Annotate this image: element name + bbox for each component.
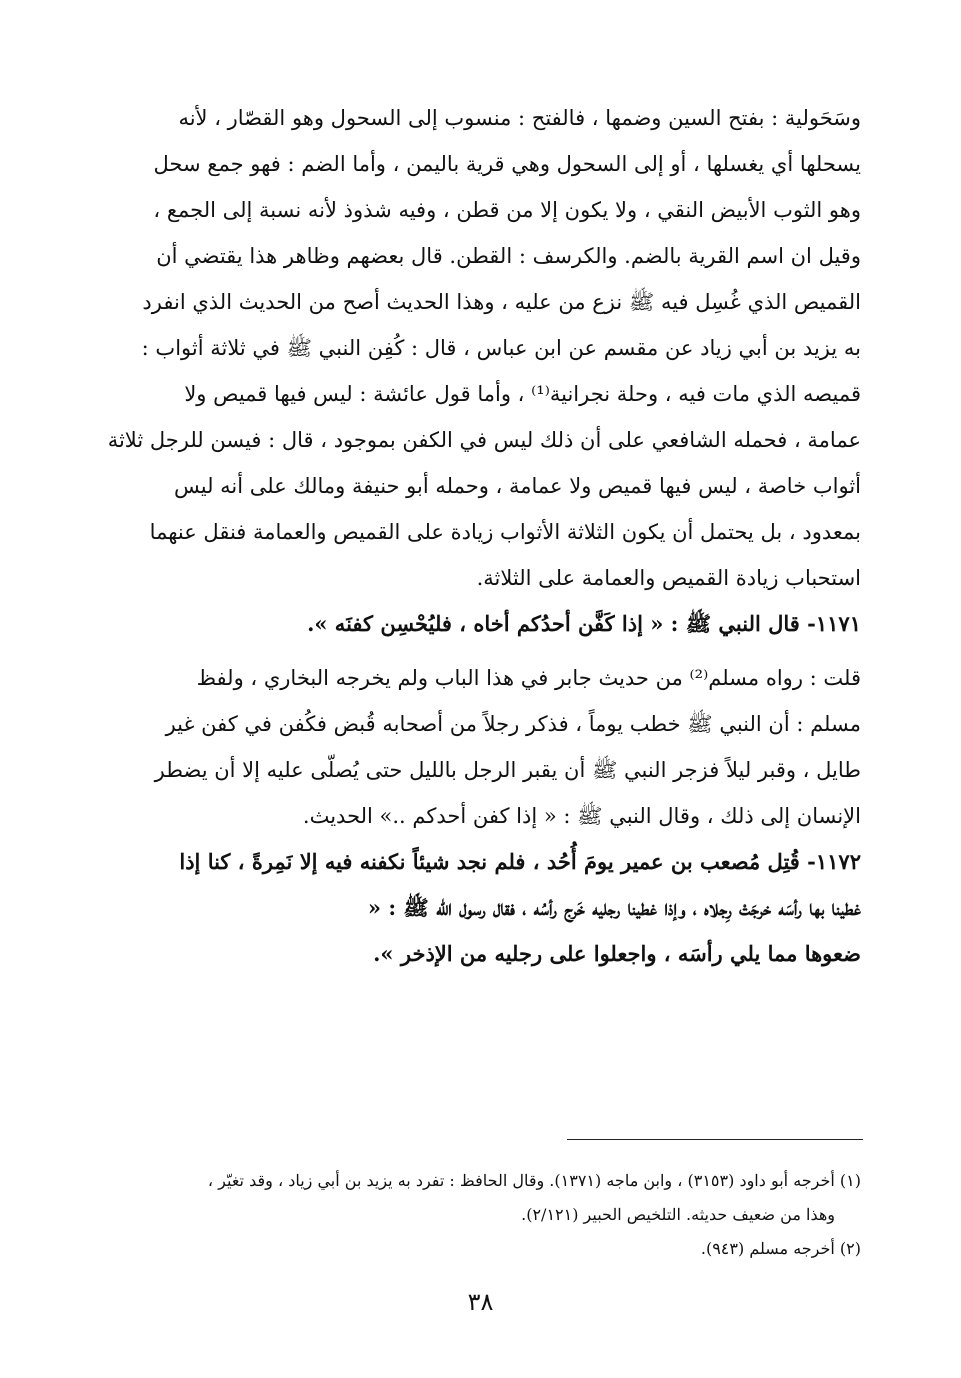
commentary-line: الإنسان إلى ذلك ، وقال النبي ﷺ : « إذا كفن أحدكم ..» الحديث. xyxy=(302,804,861,828)
hadith-1172-line: غطينا بها رأسَه خرجَتْ رِجلاه ، وإذا غطينا رجليه خَرج رأسُه ، فقال رسول الله ﷺ : « xyxy=(367,895,861,920)
text-line: بمعدود ، بل يحتمل أن يكون الثلاثة الأثواب زيادة على القميص والعمامة فنقل عنهما xyxy=(149,520,861,544)
commentary-line: مسلم : أن النبي ﷺ خطب يوماً ، فذكر رجلاً من أصحابه قُبض فكُفن في كفن غير xyxy=(165,712,861,736)
text-line: قميصه الذي مات فيه ، وحلة نجرانية⁽¹⁾ ، وأما قول عائشة : ليس فيها قميص ولا xyxy=(184,382,861,406)
spacer xyxy=(86,647,861,655)
text-line: يسحلها أي يغسلها ، أو إلى السحول وهي قرية باليمن ، وأما الضم : فهو جمع سحل xyxy=(153,152,861,176)
text-line: القميص الذي غُسِل فيه ﷺ نزع من عليه ، وهذا الحديث أصح من الحديث الذي انفرد xyxy=(142,290,861,314)
text-line: استحباب زيادة القميص والعمامة على الثلاثة. xyxy=(476,566,861,590)
commentary-line: قلت : رواه مسلم⁽²⁾ من حديث جابر في هذا الباب ولم يخرجه البخاري ، ولفظ xyxy=(196,666,861,690)
text-line: عمامة ، فحمله الشافعي على أن ذلك ليس في الكفن بموجود ، قال : فيسن للرجل ثلاثة xyxy=(107,428,861,452)
main-text xyxy=(86,95,861,977)
footnotes xyxy=(86,1164,861,1266)
page-number: ٣٨ xyxy=(467,1288,494,1316)
hadith-1172-line: ضعوها مما يلي رأسَه ، واجعلوا على رجليه من الإذخر ». xyxy=(373,941,861,966)
commentary-line: طايل ، وقبر ليلاً فزجر النبي ﷺ أن يقبر الرجل بالليل حتى يُصلّى عليه إلا أن يضطر xyxy=(154,758,861,782)
text-line: أثواب خاصة ، ليس فيها قميص ولا عمامة ، وحمله أبو حنيفة ومالك على أنه ليس xyxy=(173,474,861,498)
footnote-1: (١) أخرجه أبو داود (٣١٥٣) ، وابن ماجه (١٣٧١). وقال الحافظ : تفرد به يزيد بن أبي زياد ، وقد تغيّر ، xyxy=(207,1171,861,1190)
footnote-1-continuation: وهذا من ضعيف حديثه. التلخيص الحبير (٢/١٢١). xyxy=(521,1205,835,1224)
footnote-divider xyxy=(567,1139,863,1140)
hadith-1171-heading: ١١٧١- قال النبي ﷺ : « إذا كَفَّن أحدُكم أخاه ، فليُحْسِن كفنَه ». xyxy=(307,611,861,636)
text-line: وسَحَولية : بفتح السين وضمها ، فالفتح : منسوب إلى السحول وهو القصّار ، لأنه xyxy=(178,106,861,130)
text-line: وهو الثوب الأبيض النقي ، ولا يكون إلا من قطن ، وفيه شذوذ لأنه نسبة إلى الجمع ، xyxy=(153,198,861,222)
text-line: به يزيد بن أبي زياد عن مقسم عن ابن عباس ، قال : كُفِن النبي ﷺ في ثلاثة أثواب : xyxy=(141,336,861,360)
hadith-1172-line: ١١٧٢- قُتِل مُصعب بن عمير يومَ أُحُد ، فلم نجد شيئاً نكفنه فيه إلا نَمِرةً ، كنا إذا xyxy=(179,849,861,874)
text-line: وقيل ان اسم القرية بالضم. والكرسف : القطن. قال بعضهم وظاهر هذا يقتضي أن xyxy=(156,244,861,268)
footnote-2: (٢) أخرجه مسلم (٩٤٣). xyxy=(700,1239,861,1258)
